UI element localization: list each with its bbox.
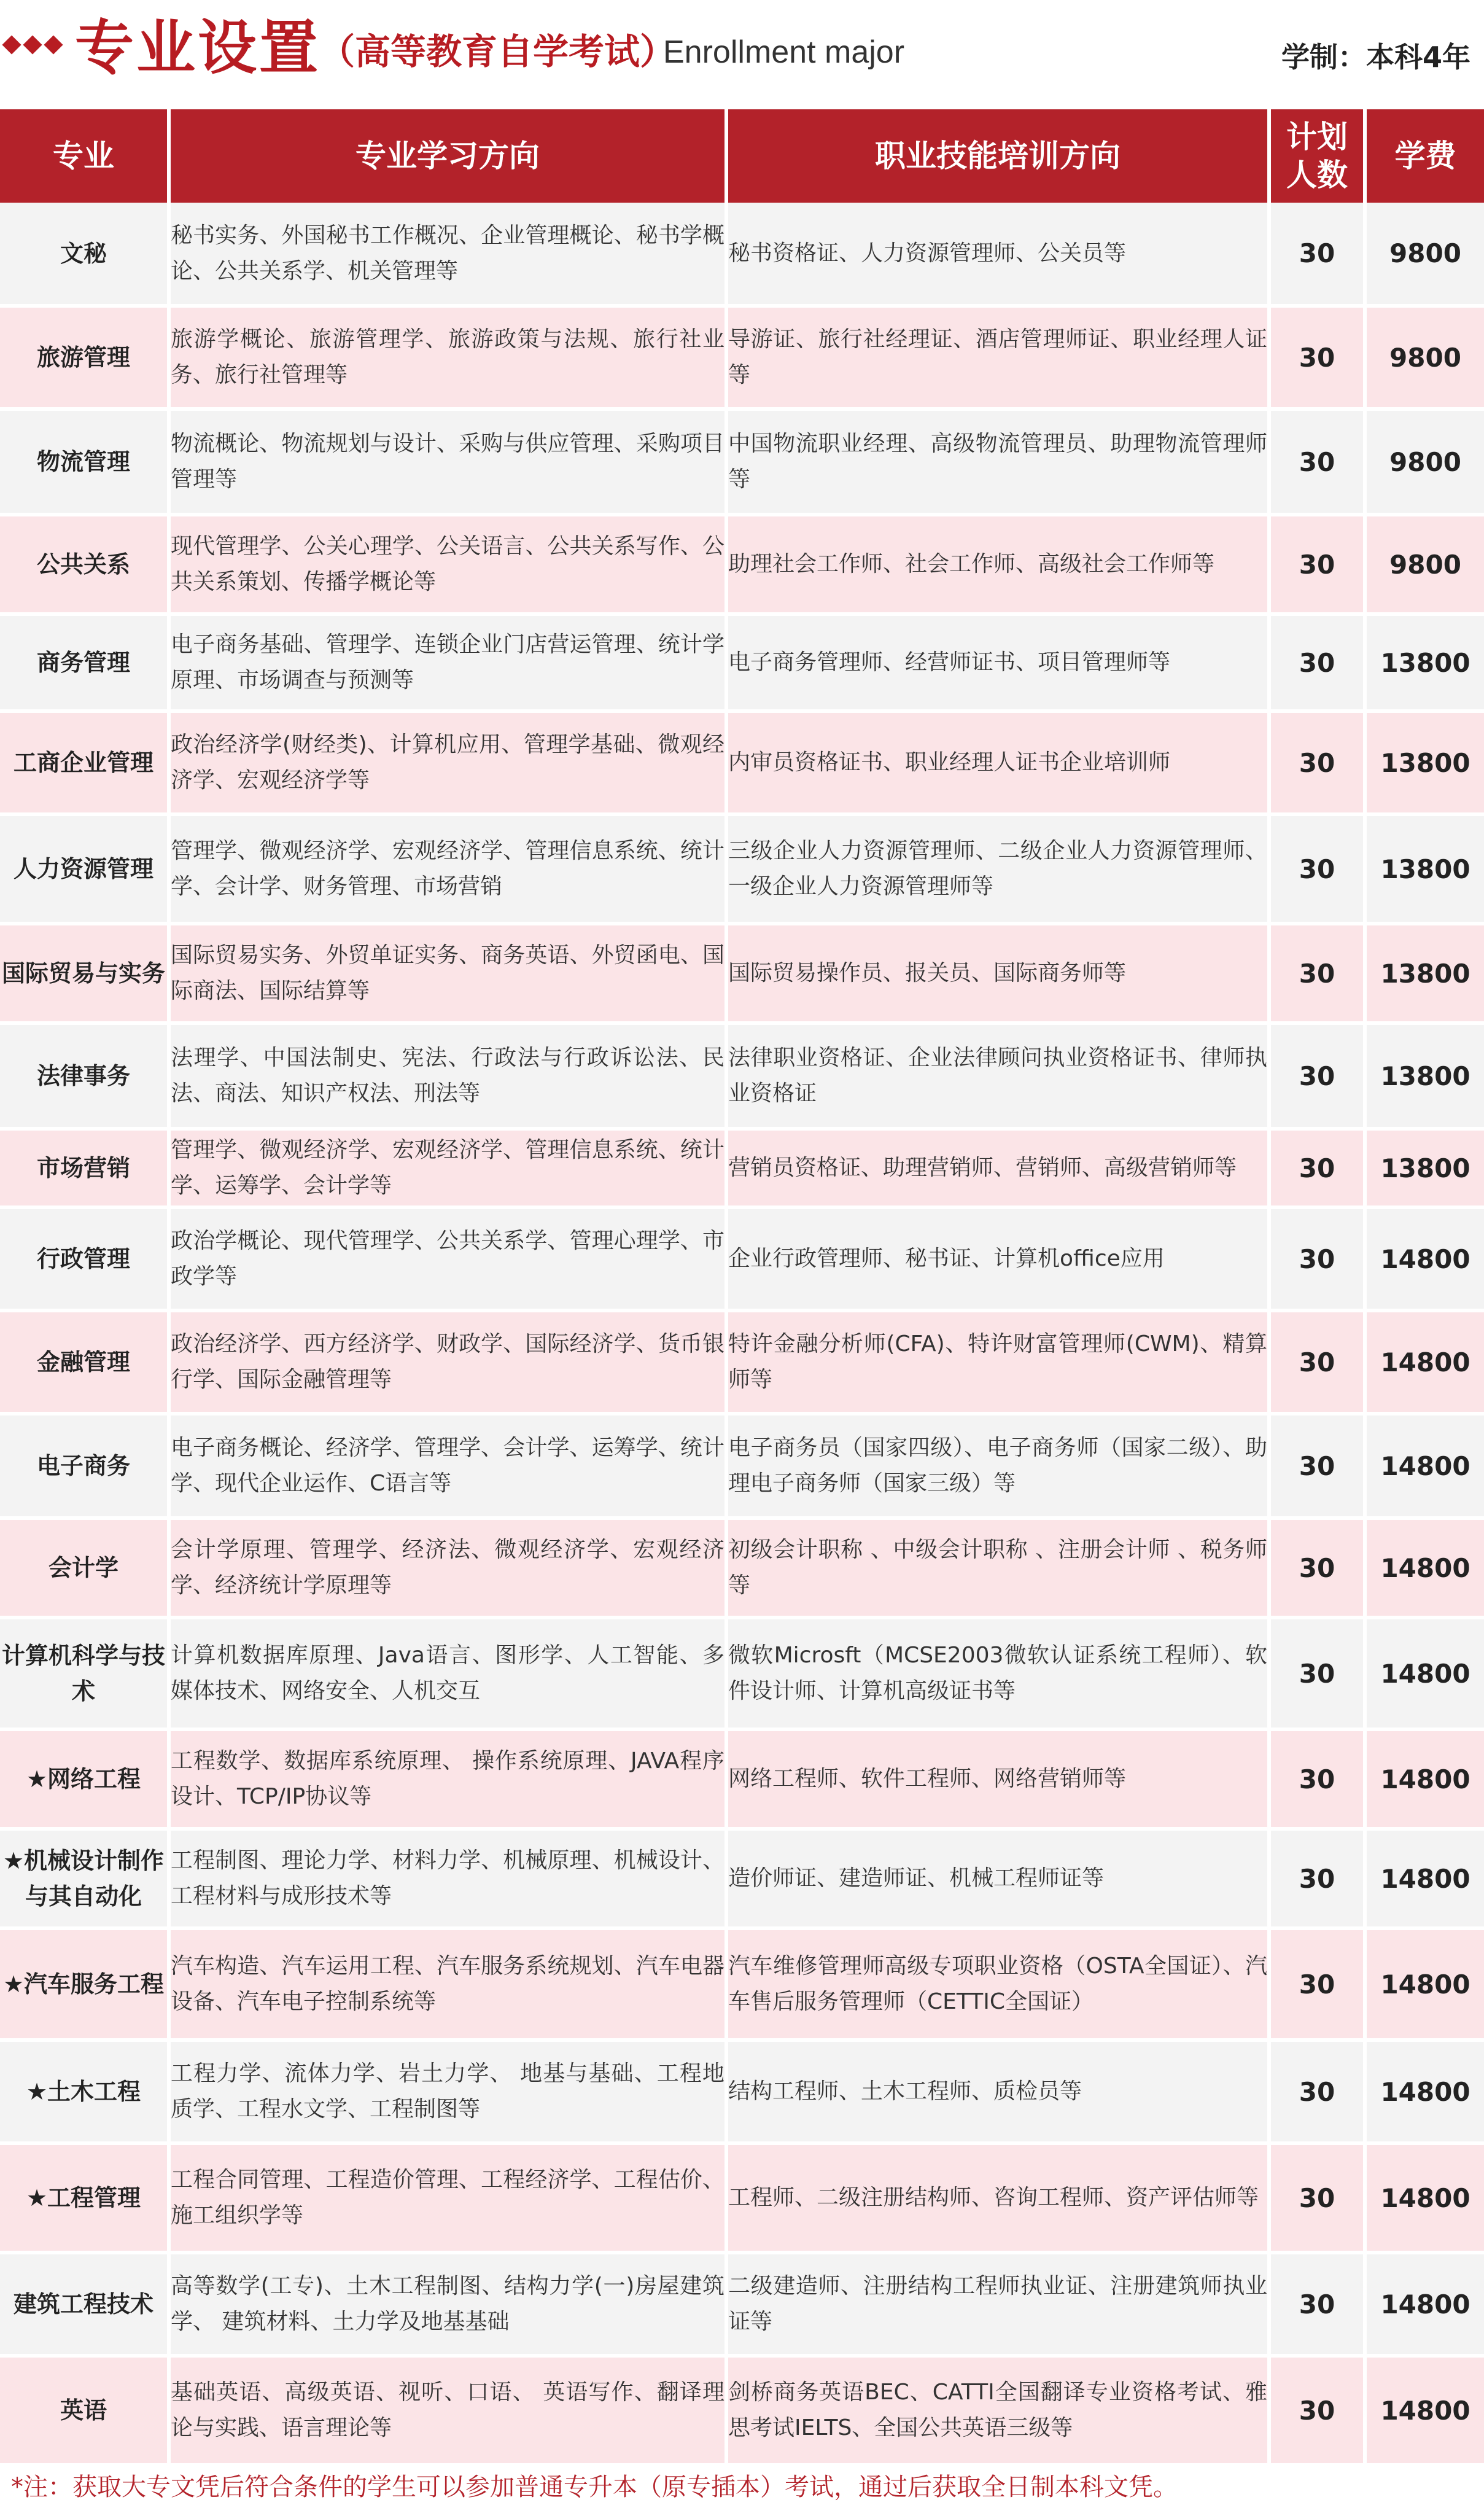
col-header-major: 专业 — [0, 109, 169, 203]
table-row — [0, 1023, 1484, 1129]
study-direction-cell: 会计学原理、管理学、经济法、微观经济学、宏观经济学、经济统计学原理等 — [169, 1518, 726, 1618]
plan-count-cell: 30 — [1269, 1023, 1365, 1129]
tuition-fee-cell: 13800 — [1365, 814, 1484, 924]
study-direction-cell: 计算机数据库原理、Java语言、图形学、人工智能、多媒体技术、网络安全、人机交互 — [169, 1618, 726, 1729]
tuition-fee-cell: 14800 — [1365, 1518, 1484, 1618]
table-row — [0, 1928, 1484, 2040]
tuition-fee-cell: 9800 — [1365, 409, 1484, 515]
plan-count-cell: 30 — [1269, 814, 1365, 924]
major-cell: 旅游管理 — [0, 306, 169, 409]
plan-count-cell: 30 — [1269, 1618, 1365, 1729]
major-cell: 文秘 — [0, 203, 169, 306]
tuition-fee-cell: 14800 — [1365, 1729, 1484, 1829]
major-cell: 国际贸易与实务 — [0, 924, 169, 1023]
tuition-fee-cell: 9800 — [1365, 515, 1484, 614]
table-row — [0, 409, 1484, 515]
career-training-cell: 内审员资格证书、职业经理人证书企业培训师 — [726, 711, 1269, 814]
plan-count-cell: 30 — [1269, 1928, 1365, 2040]
career-training-cell: 造价师证、建造师证、机械工程师证等 — [726, 1829, 1269, 1928]
plan-count-cell: 30 — [1269, 515, 1365, 614]
tuition-fee-cell: 14800 — [1365, 1829, 1484, 1928]
tuition-fee-cell: 13800 — [1365, 924, 1484, 1023]
tuition-fee-cell: 14800 — [1365, 2040, 1484, 2143]
tuition-fee-cell: 13800 — [1365, 614, 1484, 711]
table-row — [0, 2253, 1484, 2356]
study-direction-cell: 汽车构造、汽车运用工程、汽车服务系统规划、汽车电器设备、汽车电子控制系统等 — [169, 1928, 726, 2040]
major-cell: 建筑工程技术 — [0, 2253, 169, 2356]
career-training-cell: 营销员资格证、助理营销师、营销师、高级营销师等 — [726, 1129, 1269, 1207]
plan-count-cell: 30 — [1269, 1729, 1365, 1829]
footnote: *注：获取大专文凭后符合条件的学生可以参加普通专升本（原专插本）考试，通过后获取全日制本科文凭。 — [11, 2473, 1178, 2501]
table-row — [0, 614, 1484, 711]
table-header-row — [0, 109, 1484, 203]
table-row — [0, 1729, 1484, 1829]
major-cell: 人力资源管理 — [0, 814, 169, 924]
tuition-fee-cell: 14800 — [1365, 1928, 1484, 2040]
study-direction-cell: 工程制图、理论力学、材料力学、机械原理、机械设计、工程材料与成形技术等 — [169, 1829, 726, 1928]
career-training-cell: 国际贸易操作员、报关员、国际商务师等 — [726, 924, 1269, 1023]
career-training-cell: 导游证、旅行社经理证、酒店管理师证、职业经理人证等 — [726, 306, 1269, 409]
study-direction-cell: 工程数学、数据库系统原理、 操作系统原理、JAVA程序设计、TCP/IP协议等 — [169, 1729, 726, 1829]
major-cell: 行政管理 — [0, 1207, 169, 1311]
career-training-cell: 二级建造师、注册结构工程师执业证、注册建筑师执业证等 — [726, 2253, 1269, 2356]
major-cell: ★机械设计制作与其自动化 — [0, 1829, 169, 1928]
plan-count-cell: 30 — [1269, 1518, 1365, 1618]
page-subtitle: （高等教育自学考试） — [319, 31, 676, 72]
career-training-cell: 汽车维修管理师高级专项职业资格（OSTA全国证）、汽车售后服务管理师（CETTIC全国证） — [726, 1928, 1269, 2040]
study-duration: 学制：本科4年 — [1281, 41, 1470, 74]
plan-count-cell: 30 — [1269, 1829, 1365, 1928]
table-row — [0, 515, 1484, 614]
plan-count-cell: 30 — [1269, 711, 1365, 814]
tuition-fee-cell: 14800 — [1365, 1311, 1484, 1414]
career-training-cell: 微软Microsft（MCSE2003微软认证系统工程师）、软件设计师、计算机高级证书等 — [726, 1618, 1269, 1729]
table-row — [0, 814, 1484, 924]
table-row — [0, 2143, 1484, 2253]
career-training-cell: 中国物流职业经理、高级物流管理员、助理物流管理师等 — [726, 409, 1269, 515]
study-direction-cell: 政治经济学、西方经济学、财政学、国际经济学、货币银行学、国际金融管理等 — [169, 1311, 726, 1414]
page-header — [0, 0, 1484, 109]
tuition-fee-cell: 9800 — [1365, 306, 1484, 409]
major-cell: 物流管理 — [0, 409, 169, 515]
career-training-cell: 企业行政管理师、秘书证、计算机office应用 — [726, 1207, 1269, 1311]
tuition-fee-cell: 13800 — [1365, 711, 1484, 814]
study-direction-cell: 政治学概论、现代管理学、公共关系学、管理心理学、市政学等 — [169, 1207, 726, 1311]
major-cell: 计算机科学与技术 — [0, 1618, 169, 1729]
career-training-cell: 特许金融分析师(CFA)、特许财富管理师(CWM)、精算师等 — [726, 1311, 1269, 1414]
major-cell: 会计学 — [0, 1518, 169, 1618]
major-cell: 法律事务 — [0, 1023, 169, 1129]
plan-count-cell: 30 — [1269, 306, 1365, 409]
study-direction-cell: 电子商务概论、经济学、管理学、会计学、运筹学、统计学、现代企业运作、C语言等 — [169, 1414, 726, 1518]
table-row — [0, 1829, 1484, 1928]
career-training-cell: 法律职业资格证、企业法律顾问执业资格证书、律师执业资格证 — [726, 1023, 1269, 1129]
plan-count-cell: 30 — [1269, 2253, 1365, 2356]
major-cell: 电子商务 — [0, 1414, 169, 1518]
career-training-cell: 结构工程师、土木工程师、质检员等 — [726, 2040, 1269, 2143]
major-cell: 商务管理 — [0, 614, 169, 711]
career-training-cell: 剑桥商务英语BEC、CATTI全国翻译专业资格考试、雅思考试IELTS、全国公共英语三级等 — [726, 2356, 1269, 2465]
study-direction-cell: 秘书实务、外国秘书工作概况、企业管理概论、秘书学概论、公共关系学、机关管理等 — [169, 203, 726, 306]
major-cell: 金融管理 — [0, 1311, 169, 1414]
major-cell: ★土木工程 — [0, 2040, 169, 2143]
col-header-plan-text: 计划人数 — [1286, 119, 1348, 193]
plan-count-cell: 30 — [1269, 1129, 1365, 1207]
major-cell: ★工程管理 — [0, 2143, 169, 2253]
plan-count-cell: 30 — [1269, 203, 1365, 306]
table-row — [0, 2356, 1484, 2465]
plan-count-cell: 30 — [1269, 1414, 1365, 1518]
major-cell: 市场营销 — [0, 1129, 169, 1207]
career-training-cell: 初级会计职称 、中级会计职称 、注册会计师 、税务师等 — [726, 1518, 1269, 1618]
table-body — [0, 203, 1484, 2465]
page-title: 专业设置 — [75, 14, 320, 82]
col-header-plan — [1269, 109, 1365, 203]
study-direction-cell: 管理学、微观经济学、宏观经济学、管理信息系统、统计学、会计学、财务管理、市场营销 — [169, 814, 726, 924]
study-direction-cell: 政治经济学(财经类)、计算机应用、管理学基础、微观经济学、宏观经济学等 — [169, 711, 726, 814]
col-header-study: 专业学习方向 — [169, 109, 726, 203]
plan-count-cell: 30 — [1269, 2356, 1365, 2465]
plan-count-cell: 30 — [1269, 1207, 1365, 1311]
tuition-fee-cell: 14800 — [1365, 1207, 1484, 1311]
tuition-fee-cell: 9800 — [1365, 203, 1484, 306]
career-training-cell: 三级企业人力资源管理师、二级企业人力资源管理师、一级企业人力资源管理师等 — [726, 814, 1269, 924]
study-direction-cell: 高等数学(工专)、土木工程制图、结构力学(一)房屋建筑学、 建筑材料、土力学及地基基础 — [169, 2253, 726, 2356]
study-direction-cell: 基础英语、高级英语、视听、口语、 英语写作、翻译理论与实践、语言理论等 — [169, 2356, 726, 2465]
major-cell: 英语 — [0, 2356, 169, 2465]
table-row — [0, 2040, 1484, 2143]
study-direction-cell: 电子商务基础、管理学、连锁企业门店营运管理、统计学原理、市场调查与预测等 — [169, 614, 726, 711]
table-row — [0, 1618, 1484, 1729]
tuition-fee-cell: 14800 — [1365, 2143, 1484, 2253]
study-direction-cell: 法理学、中国法制史、宪法、行政法与行政诉讼法、民法、商法、知识产权法、刑法等 — [169, 1023, 726, 1129]
major-cell: ★网络工程 — [0, 1729, 169, 1829]
plan-count-cell: 30 — [1269, 2143, 1365, 2253]
table-row — [0, 1518, 1484, 1618]
tuition-fee-cell: 14800 — [1365, 2253, 1484, 2356]
plan-count-cell: 30 — [1269, 614, 1365, 711]
table-row — [0, 924, 1484, 1023]
tuition-fee-cell: 13800 — [1365, 1129, 1484, 1207]
col-header-fee: 学费 — [1365, 109, 1484, 203]
study-direction-cell: 物流概论、物流规划与设计、采购与供应管理、采购项目管理等 — [169, 409, 726, 515]
table-row — [0, 1129, 1484, 1207]
col-header-career: 职业技能培训方向 — [726, 109, 1269, 203]
tuition-fee-cell: 13800 — [1365, 1023, 1484, 1129]
plan-count-cell: 30 — [1269, 1311, 1365, 1414]
study-direction-cell: 工程合同管理、工程造价管理、工程经济学、工程估价、施工组织学等 — [169, 2143, 726, 2253]
table-row — [0, 306, 1484, 409]
major-cell: 工商企业管理 — [0, 711, 169, 814]
tuition-fee-cell: 14800 — [1365, 1618, 1484, 1729]
career-training-cell: 秘书资格证、人力资源管理师、公关员等 — [726, 203, 1269, 306]
table-row — [0, 711, 1484, 814]
major-cell: ★汽车服务工程 — [0, 1928, 169, 2040]
plan-count-cell: 30 — [1269, 924, 1365, 1023]
table-row — [0, 1207, 1484, 1311]
career-training-cell: 电子商务管理师、经营师证书、项目管理师等 — [726, 614, 1269, 711]
table-row — [0, 1311, 1484, 1414]
tuition-fee-cell: 14800 — [1365, 2356, 1484, 2465]
plan-count-cell: 30 — [1269, 409, 1365, 515]
study-direction-cell: 工程力学、流体力学、岩土力学、 地基与基础、工程地质学、工程水文学、工程制图等 — [169, 2040, 726, 2143]
diamond-bullets-icon — [0, 38, 60, 52]
study-direction-cell: 管理学、微观经济学、宏观经济学、管理信息系统、统计学、运筹学、会计学等 — [169, 1129, 726, 1207]
table-row — [0, 203, 1484, 306]
study-direction-cell: 旅游学概论、旅游管理学、旅游政策与法规、旅行社业务、旅行社管理等 — [169, 306, 726, 409]
majors-table — [0, 109, 1484, 2467]
table-row — [0, 1414, 1484, 1518]
career-training-cell: 网络工程师、软件工程师、网络营销师等 — [726, 1729, 1269, 1829]
career-training-cell: 工程师、二级注册结构师、咨询工程师、资产评估师等 — [726, 2143, 1269, 2253]
major-cell: 公共关系 — [0, 515, 169, 614]
plan-count-cell: 30 — [1269, 2040, 1365, 2143]
page-title-english: Enrollment major — [663, 34, 905, 70]
study-direction-cell: 现代管理学、公关心理学、公关语言、公共关系写作、公共关系策划、传播学概论等 — [169, 515, 726, 614]
study-direction-cell: 国际贸易实务、外贸单证实务、商务英语、外贸函电、国际商法、国际结算等 — [169, 924, 726, 1023]
career-training-cell: 电子商务员（国家四级）、电子商务师（国家二级）、助理电子商务师（国家三级）等 — [726, 1414, 1269, 1518]
tuition-fee-cell: 14800 — [1365, 1414, 1484, 1518]
career-training-cell: 助理社会工作师、社会工作师、高级社会工作师等 — [726, 515, 1269, 614]
